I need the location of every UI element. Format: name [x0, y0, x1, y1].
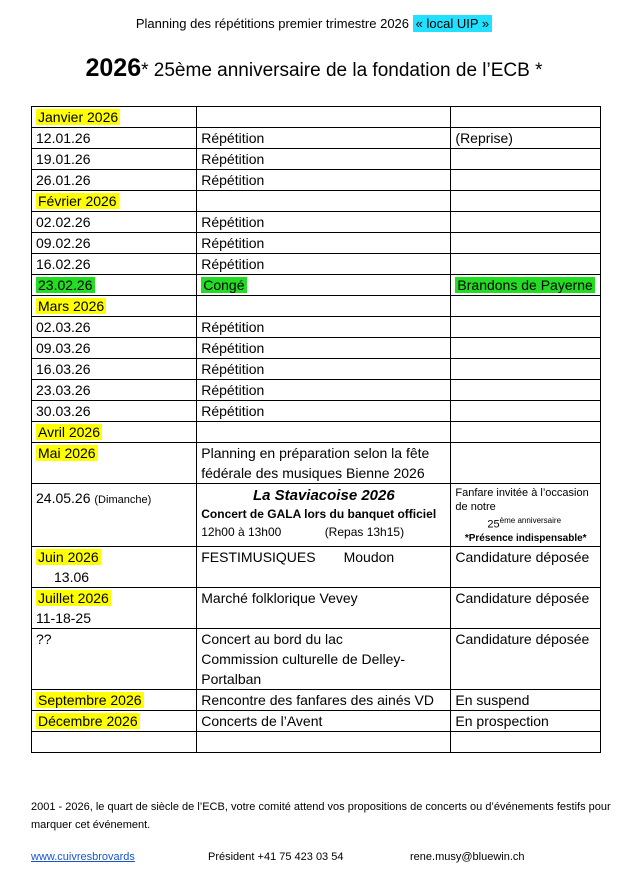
table-row: 19.01.26 Répétition: [32, 149, 601, 170]
month-row-juin: Juin 2026 13.06 FESTIMUSIQUES Moudon Candidature déposée: [32, 546, 601, 587]
table-row: 02.02.26 Répétition: [32, 212, 601, 233]
month-row-avril: Avril 2026: [32, 422, 601, 443]
table-row: 12.01.26 Répétition (Reprise): [32, 128, 601, 149]
table-row-unknown: ?? Concert au bord du lac Commission culturelle de Delley-Portalban Candidature déposée: [32, 628, 601, 689]
staviacoise-row: 24.05.26 (Dimanche) La Staviacoise 2026 Concert de GALA lors du banquet officiel 12h00 à 13h00 (Repas 13h15) Fanfare invitée à l’occasion de notre $25^{ème anniversaire}$ *Présence indispensable*: [32, 484, 601, 547]
empty-row: [32, 731, 601, 752]
header-highlight: « local UIP »: [413, 15, 492, 32]
page-title: [0, 54, 628, 83]
table-row: 23.03.26 Répétition: [32, 380, 601, 401]
president-phone: Président +41 75 423 03 54: [208, 851, 344, 863]
table-row: 16.03.26 Répétition: [32, 359, 601, 380]
schedule-table: [31, 106, 601, 753]
website-link[interactable]: www.cuivresbrovards: [31, 851, 135, 863]
table-row-conge: 23.02.26 Congé Brandons de Payerne: [32, 275, 601, 296]
month-row-mars: Mars 2026: [32, 296, 601, 317]
month-row-fevrier: Février 2026: [32, 191, 601, 212]
footer-text: 2001 - 2026, le quart de siècle de l’ECB, votre comité attend vos propositions de concerts ou d’événements festifs pour marquer cet événement.: [31, 801, 611, 831]
table-row: 26.01.26 Répétition: [32, 170, 601, 191]
table-row: 09.03.26 Répétition: [32, 338, 601, 359]
header-text: Planning des répétitions premier trimestre 2026: [135, 16, 410, 31]
event-name: La Staviacoise 2026: [252, 487, 395, 504]
table-row: 30.03.26 Répétition: [32, 401, 601, 422]
contact-email: rene.musy@bluewin.ch: [410, 851, 525, 863]
month-row-juillet: Juillet 2026 11-18-25 Marché folklorique Vevey Candidature déposée: [32, 587, 601, 628]
month-row-janvier: Janvier 2026: [32, 107, 601, 128]
table-row: 09.02.26 Répétition: [32, 233, 601, 254]
table-row: 02.03.26 Répétition: [32, 317, 601, 338]
header-line: [0, 16, 628, 31]
table-row: 16.02.26 Répétition: [32, 254, 601, 275]
month-row-mai: Mai 2026 Planning en préparation selon la fête fédérale des musiques Bienne 2026: [32, 443, 601, 484]
month-row-septembre: Septembre 2026 Rencontre des fanfares des ainés VD En suspend: [32, 689, 601, 710]
title-year: 2026: [85, 54, 142, 82]
month-row-decembre: Décembre 2026 Concerts de l’Avent En prospection: [32, 710, 601, 731]
title-rest: * 25ème anniversaire de la fondation de l’ECB *: [141, 60, 543, 81]
